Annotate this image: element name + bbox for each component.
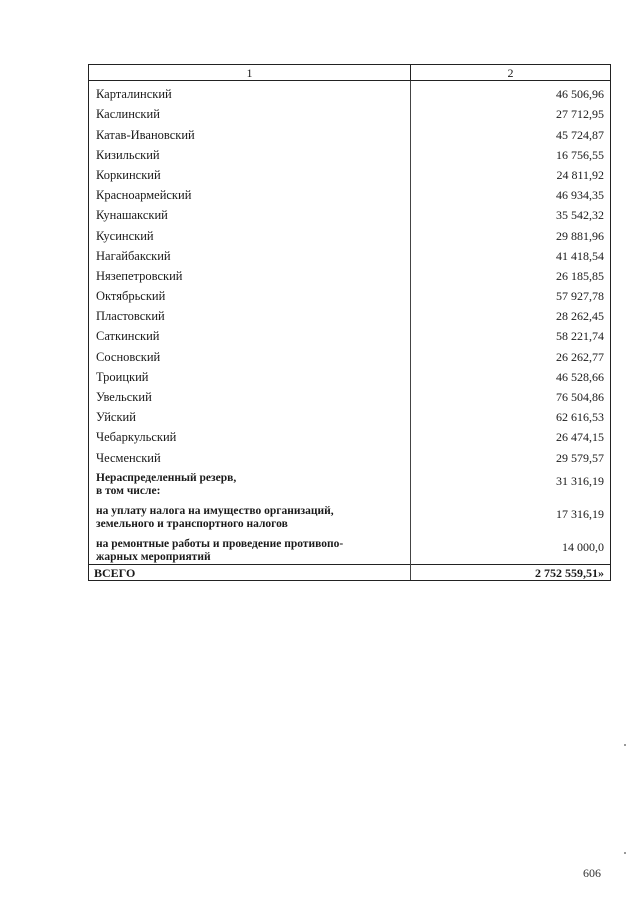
district-value: 46 528,66 — [411, 364, 611, 384]
district-value: 57 927,78 — [411, 283, 611, 303]
total-row — [89, 564, 611, 580]
table-row — [89, 364, 611, 384]
district-name: Кизильский — [89, 142, 411, 162]
reserve-label — [89, 465, 411, 498]
table-row — [89, 263, 611, 283]
district-name: Уйский — [89, 404, 411, 424]
district-name: Каслинский — [89, 101, 411, 121]
district-name: Нязепетровский — [89, 263, 411, 283]
district-name: Карталинский — [89, 81, 411, 102]
district-name: Октябрьский — [89, 283, 411, 303]
district-value: 46 506,96 — [411, 81, 611, 102]
district-value: 28 262,45 — [411, 303, 611, 323]
total-label: ВСЕГО — [89, 564, 411, 580]
district-name: Кунашакский — [89, 202, 411, 222]
district-name: Нагайбакский — [89, 243, 411, 263]
table-row — [89, 101, 611, 121]
district-value: 26 262,77 — [411, 343, 611, 363]
table-row — [89, 81, 611, 102]
district-value: 62 616,53 — [411, 404, 611, 424]
repair-label-line2: жарных мероприятий — [96, 550, 211, 563]
district-name: Троицкий — [89, 364, 411, 384]
district-value: 41 418,54 — [411, 243, 611, 263]
district-value: 27 712,95 — [411, 101, 611, 121]
district-value: 46 934,35 — [411, 182, 611, 202]
page-number: 606 — [583, 866, 601, 880]
table-row — [89, 162, 611, 182]
table-row — [89, 182, 611, 202]
district-name: Увельский — [89, 384, 411, 404]
table-row — [89, 121, 611, 141]
table-row — [89, 384, 611, 404]
table-header-row — [89, 65, 611, 81]
district-value: 16 756,55 — [411, 142, 611, 162]
district-value: 26 185,85 — [411, 263, 611, 283]
table-row — [89, 222, 611, 242]
repair-value: 14 000,0 — [411, 531, 611, 565]
scan-speck — [624, 852, 626, 854]
tax-row — [89, 498, 611, 531]
district-value: 45 724,87 — [411, 121, 611, 141]
table-row — [89, 343, 611, 363]
district-name: Красноармейский — [89, 182, 411, 202]
total-value: 2 752 559,51» — [411, 564, 611, 580]
table-row — [89, 424, 611, 444]
table-row — [89, 283, 611, 303]
district-value: 58 221,74 — [411, 323, 611, 343]
tax-label-line1: на уплату налога на имущество организаций, — [96, 504, 334, 517]
table-row — [89, 444, 611, 464]
district-value: 76 504,86 — [411, 384, 611, 404]
reserve-row — [89, 465, 611, 498]
district-name: Пластовский — [89, 303, 411, 323]
scan-speck — [624, 744, 626, 746]
reserve-label-line2: в том числе: — [96, 484, 161, 497]
table-row — [89, 243, 611, 263]
district-name: Саткинский — [89, 323, 411, 343]
district-name: Сосновский — [89, 343, 411, 363]
tax-value: 17 316,19 — [411, 498, 611, 531]
district-value: 35 542,32 — [411, 202, 611, 222]
district-name: Чебаркульский — [89, 424, 411, 444]
district-value: 29 579,57 — [411, 444, 611, 464]
district-name: Катав-Ивановский — [89, 121, 411, 141]
header-col-2: 2 — [411, 65, 611, 81]
district-value: 26 474,15 — [411, 424, 611, 444]
table-row — [89, 142, 611, 162]
reserve-value: 31 316,19 — [411, 465, 611, 498]
district-value: 29 881,96 — [411, 222, 611, 242]
district-name: Коркинский — [89, 162, 411, 182]
tax-label-line2: земельного и транспортного налогов — [96, 517, 288, 530]
table-row — [89, 202, 611, 222]
district-name: Кусинский — [89, 222, 411, 242]
table-row — [89, 323, 611, 343]
district-value: 24 811,92 — [411, 162, 611, 182]
district-name: Чесменский — [89, 444, 411, 464]
header-col-1: 1 — [89, 65, 411, 81]
repair-row — [89, 531, 611, 565]
budget-table — [88, 64, 611, 581]
table-row — [89, 303, 611, 323]
tax-label — [89, 498, 411, 531]
repair-label-line1: на ремонтные работы и проведение противопо- — [96, 537, 344, 550]
reserve-label-line1: Нераспределенный резерв, — [96, 471, 237, 484]
table-row — [89, 404, 611, 424]
repair-label — [89, 531, 411, 565]
